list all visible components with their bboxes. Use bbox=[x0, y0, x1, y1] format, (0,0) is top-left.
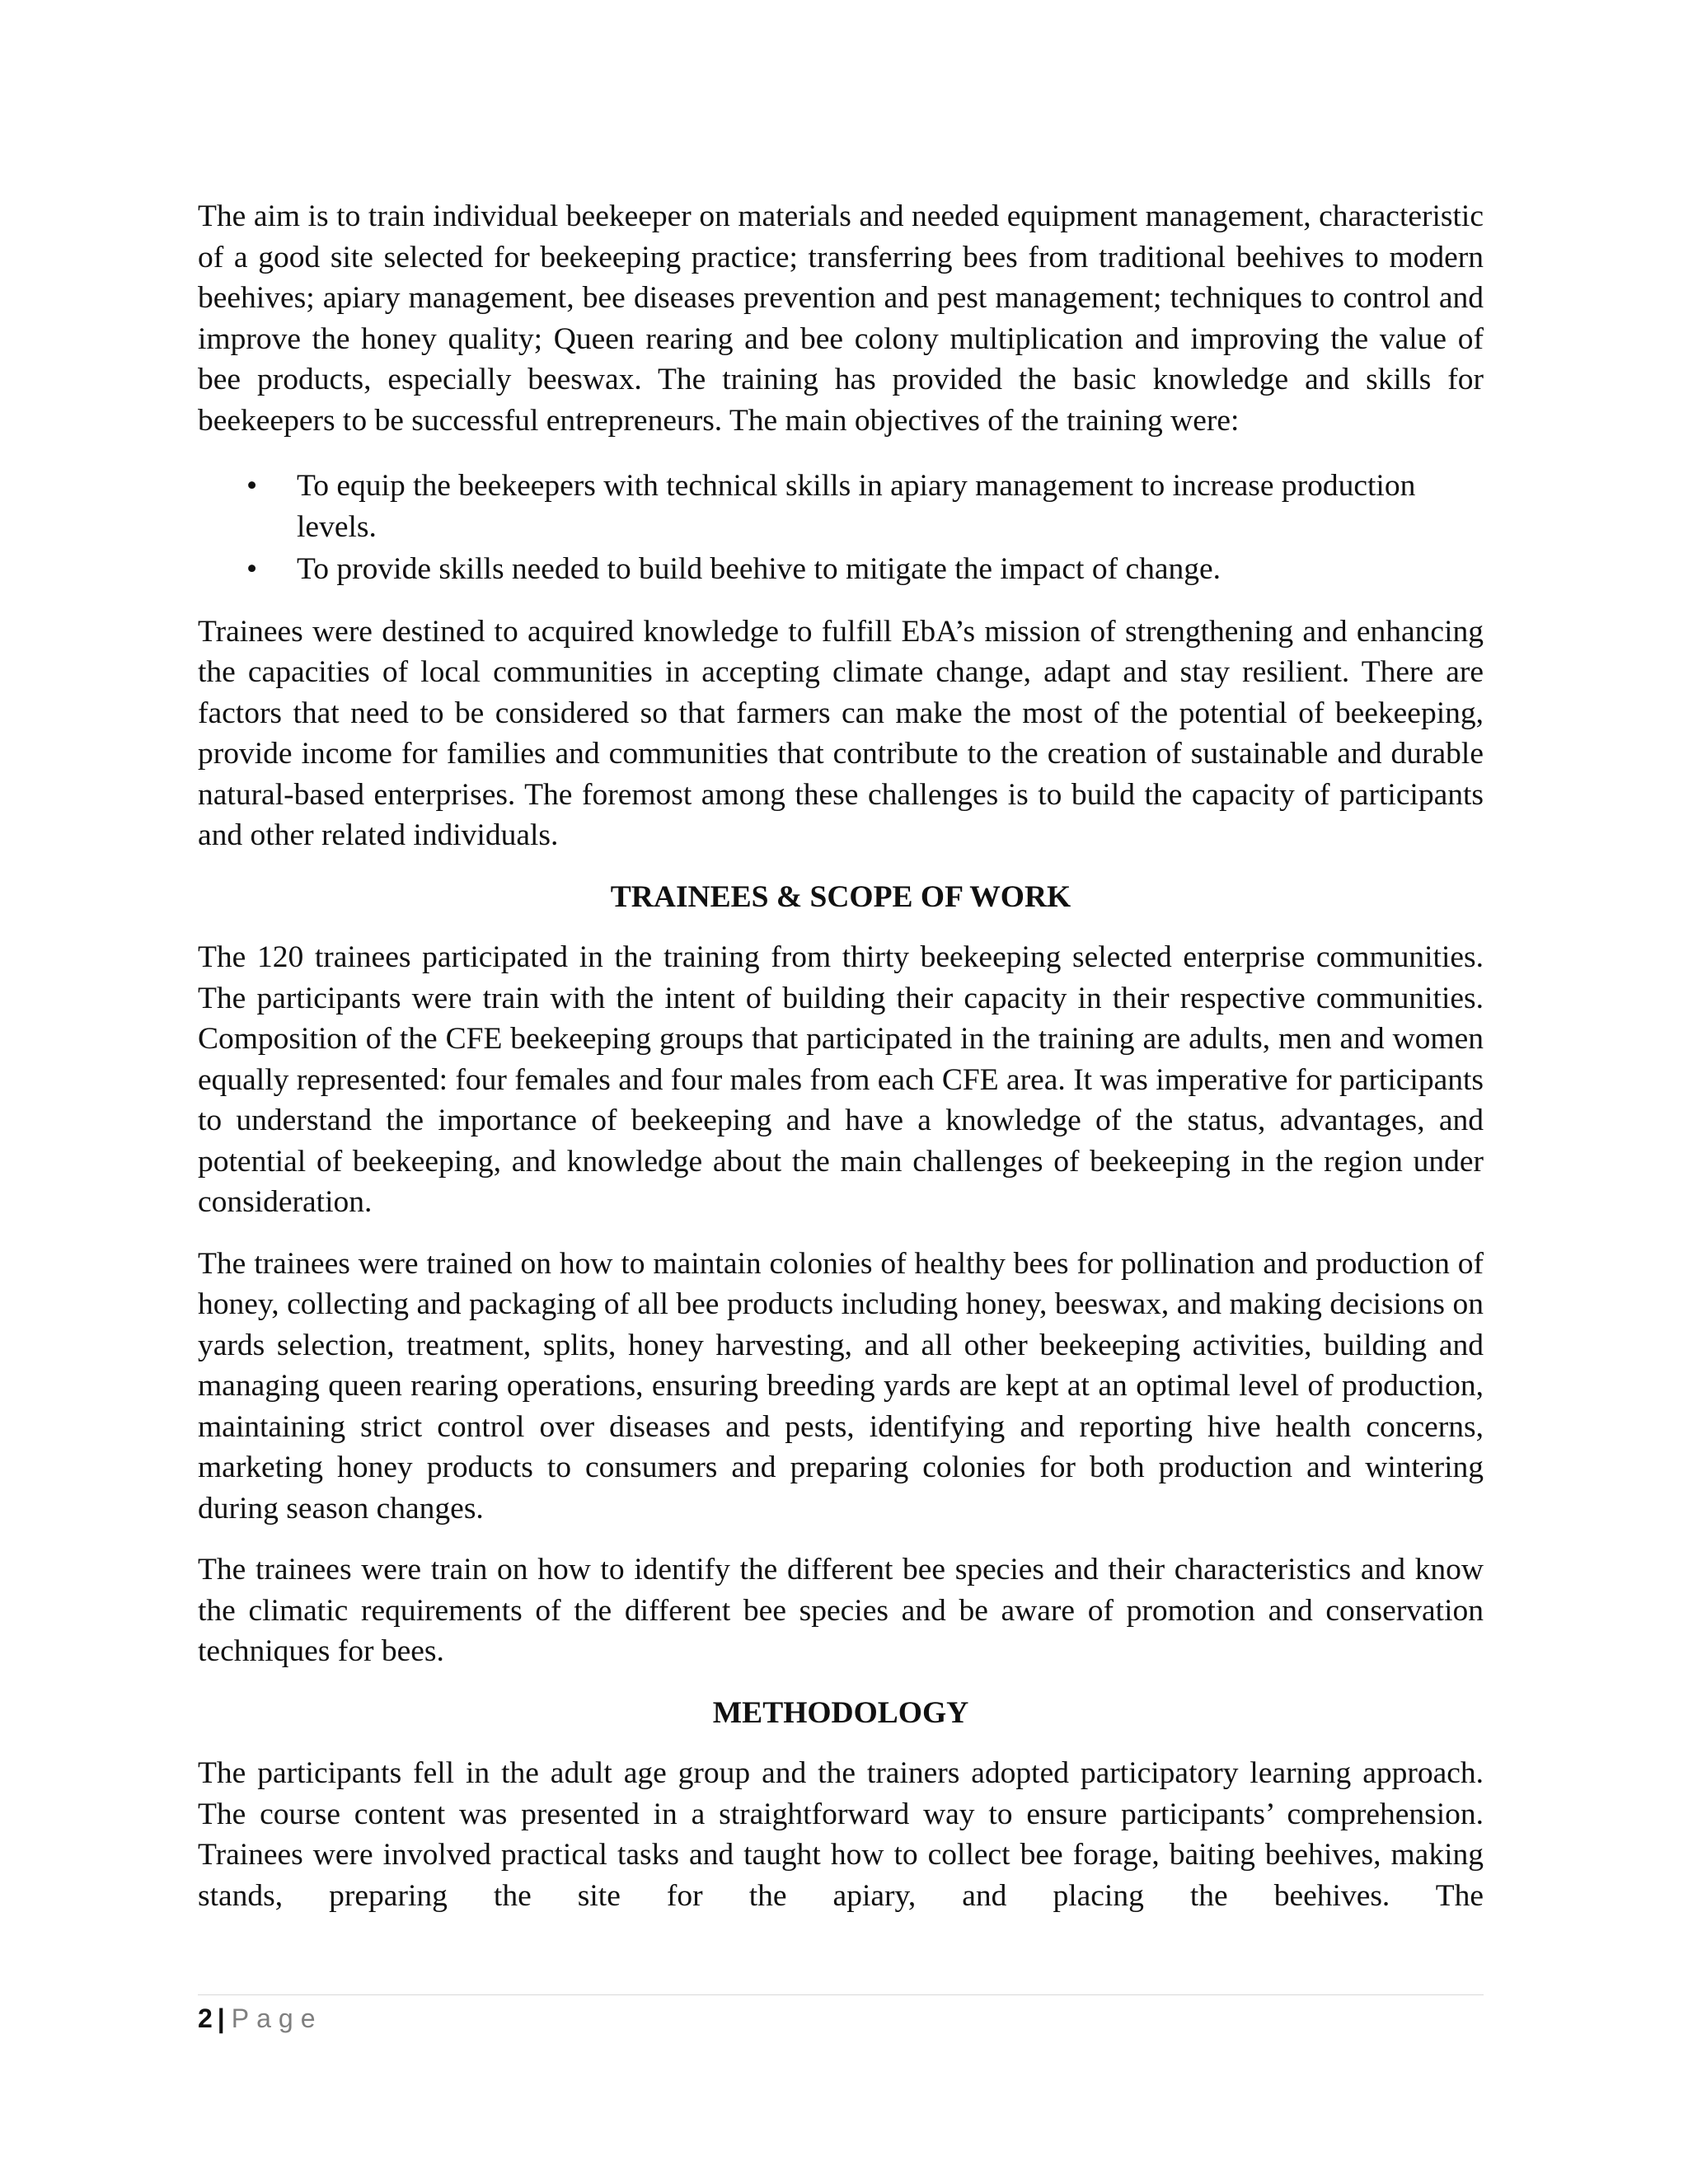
trainees-destined-paragraph: Trainees were destined to acquired knowledge to fulfill EbA’s mission of strengthening and enhancing the capacities of local communities in accepting climate change, adapt and stay resilient. There are factors that need to be considered so that farmers can make the most of the potential of beekeeping, provide income for families and communities that contribute to the creation of sustainable and durable natural-based enterprises. The foremost among these challenges is to build the capacity of participants and other related individuals. bbox=[198, 614, 1484, 852]
page-number: 2 bbox=[198, 2004, 213, 2033]
methodology-paragraph: The participants fell in the adult age group and the trainers adopted participatory learning approach. The course content was presented in a straightforward way to ensure participants’ comprehension. Trainees were involved practical tasks and taught how to collect bee forage, baiting beehives, making stands, preparing the site for the apiary, and placing the beehives. The bbox=[198, 1756, 1484, 1913]
bullet-icon: • bbox=[246, 469, 258, 503]
scope-paragraph-3: The trainees were train on how to identify the different bee species and their characteristics and know the climatic requirements of the different bee species and be aware of promotion and conservation techniques for bees. bbox=[198, 1553, 1484, 1668]
bullet-icon: • bbox=[246, 552, 258, 586]
list-item bbox=[198, 549, 1484, 590]
footer-separator: | bbox=[217, 2004, 225, 2033]
intro-paragraph: The aim is to train individual beekeeper on materials and needed equipment management, characteristic of a good site selected for beekeeping practice; transferring bees from traditional beehives to modern beehives; apiary management, bee diseases prevention and pest management; techniques to control and improve the honey quality; Queen rearing and bee colony multiplication and improving the value of bee products, especially beeswax. The training has provided the basic knowledge and skills for beekeepers to be successful entrepreneurs. The main objectives of the training were: bbox=[198, 199, 1484, 438]
section-heading-scope: TRAINEES & SCOPE OF WORK bbox=[610, 879, 1071, 914]
list-item bbox=[198, 466, 1484, 547]
scope-paragraph-1: The 120 trainees participated in the training from thirty beekeeping selected enterprise communities. The participants were train with the intent of building their capacity in their respective communities. Composition of the CFE beekeeping groups that participated in the training are adults, men and women equally represented: four females and four males from each CFE area. It was imperative for participants to understand the importance of beekeeping and have a knowledge of the status, advantages, and potential of beekeeping, and knowledge about the main challenges of beekeeping in the region under consideration. bbox=[198, 940, 1484, 1219]
scope-paragraph-2: The trainees were trained on how to maintain colonies of healthy bees for pollination and production of honey, collecting and packaging of all bee products including honey, beeswax, and making decisions on yards selection, treatment, splits, honey harvesting, and all other beekeeping activities, building and managing queen rearing operations, ensuring breeding yards are kept at an optimal level of production, maintaining strict control over diseases and pests, identifying and reporting hive health concerns, marketing honey products to consumers and preparing colonies for both production and wintering during season changes. bbox=[198, 1246, 1484, 1526]
section-heading-methodology: METHODOLOGY bbox=[712, 1695, 969, 1730]
objective-text: To provide skills needed to build beehive to mitigate the impact of change. bbox=[297, 552, 1221, 586]
objective-text: To equip the beekeepers with technical skills in apiary management to increase production levels. bbox=[297, 469, 1416, 544]
page-footer bbox=[198, 1994, 1484, 2036]
objectives-list bbox=[198, 466, 1484, 590]
page-label: Page bbox=[231, 2004, 323, 2033]
document-page bbox=[198, 196, 1484, 1937]
